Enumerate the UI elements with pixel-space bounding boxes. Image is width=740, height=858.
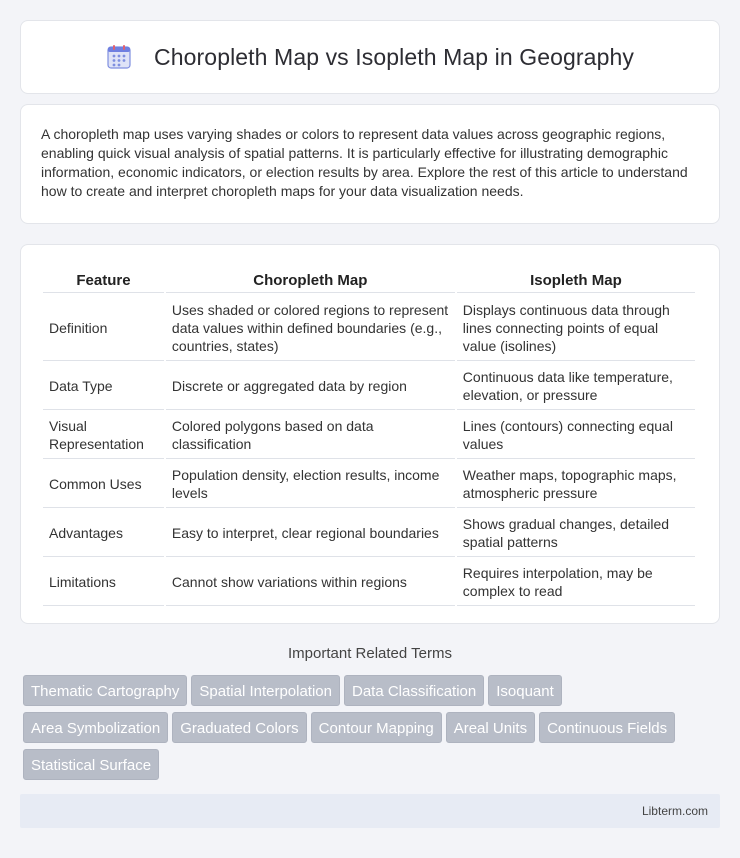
related-term-tag[interactable]: Areal Units [446, 712, 535, 743]
related-term-tag[interactable]: Spatial Interpolation [191, 675, 340, 706]
row-isopleth: Lines (contours) connecting equal values [457, 412, 695, 459]
row-choropleth: Colored polygons based on data classification [166, 412, 455, 459]
table-row [43, 510, 695, 557]
header-choropleth: Choropleth Map [166, 267, 455, 293]
row-feature: Definition [43, 295, 164, 361]
table-row [43, 363, 695, 410]
row-choropleth: Uses shaded or colored regions to represent data values within defined boundaries (e.g., countries, states) [166, 295, 455, 361]
table-row [43, 559, 695, 606]
related-term-tag[interactable]: Area Symbolization [23, 712, 168, 743]
related-term-tag[interactable]: Continuous Fields [539, 712, 675, 743]
row-isopleth: Continuous data like temperature, elevation, or pressure [457, 363, 695, 410]
row-feature: Visual Representation [43, 412, 164, 459]
row-choropleth: Easy to interpret, clear regional boundaries [166, 510, 455, 557]
header-card [20, 20, 720, 94]
footer-site-link[interactable]: Libterm.com [641, 804, 708, 818]
related-term-tag[interactable]: Thematic Cartography [23, 675, 187, 706]
row-choropleth: Cannot show variations within regions [166, 559, 455, 606]
intro-card [20, 104, 720, 224]
comparison-table [41, 265, 697, 608]
header-isopleth: Isopleth Map [457, 267, 695, 293]
page-title: Choropleth Map vs Isopleth Map in Geography [154, 43, 634, 70]
header-feature: Feature [43, 267, 164, 293]
related-term-tag[interactable]: Statistical Surface [23, 749, 159, 780]
row-feature: Advantages [43, 510, 164, 557]
related-term-tag[interactable]: Graduated Colors [172, 712, 306, 743]
table-row [43, 461, 695, 508]
row-choropleth: Population density, election results, income levels [166, 461, 455, 508]
row-isopleth: Displays continuous data through lines connecting points of equal value (isolines) [457, 295, 695, 361]
row-feature: Common Uses [43, 461, 164, 508]
row-feature: Limitations [43, 559, 164, 606]
row-feature: Data Type [43, 363, 164, 410]
intro-paragraph: A choropleth map uses varying shades or colors to represent data values across geographic regions, enabling quick visual analysis of spatial patterns. It is particularly effective for illustrating demographic information, economic indicators, or election results by area. Explore the rest of this article to understand how to create and interpret choropleth maps for your data visualization needs. [41, 126, 688, 199]
related-terms-list [22, 675, 722, 786]
comparison-table-card [20, 244, 720, 624]
table-row [43, 412, 695, 459]
table-row [43, 295, 695, 361]
calendar-grid-icon [106, 44, 132, 70]
related-term-tag[interactable]: Data Classification [344, 675, 484, 706]
row-isopleth: Shows gradual changes, detailed spatial patterns [457, 510, 695, 557]
footer [20, 794, 720, 828]
row-isopleth: Weather maps, topographic maps, atmospheric pressure [457, 461, 695, 508]
row-isopleth: Requires interpolation, may be complex to read [457, 559, 695, 606]
related-term-tag[interactable]: Isoquant [488, 675, 562, 706]
related-terms-title: Important Related Terms [288, 645, 452, 662]
row-choropleth: Discrete or aggregated data by region [166, 363, 455, 410]
related-term-tag[interactable]: Contour Mapping [311, 712, 442, 743]
